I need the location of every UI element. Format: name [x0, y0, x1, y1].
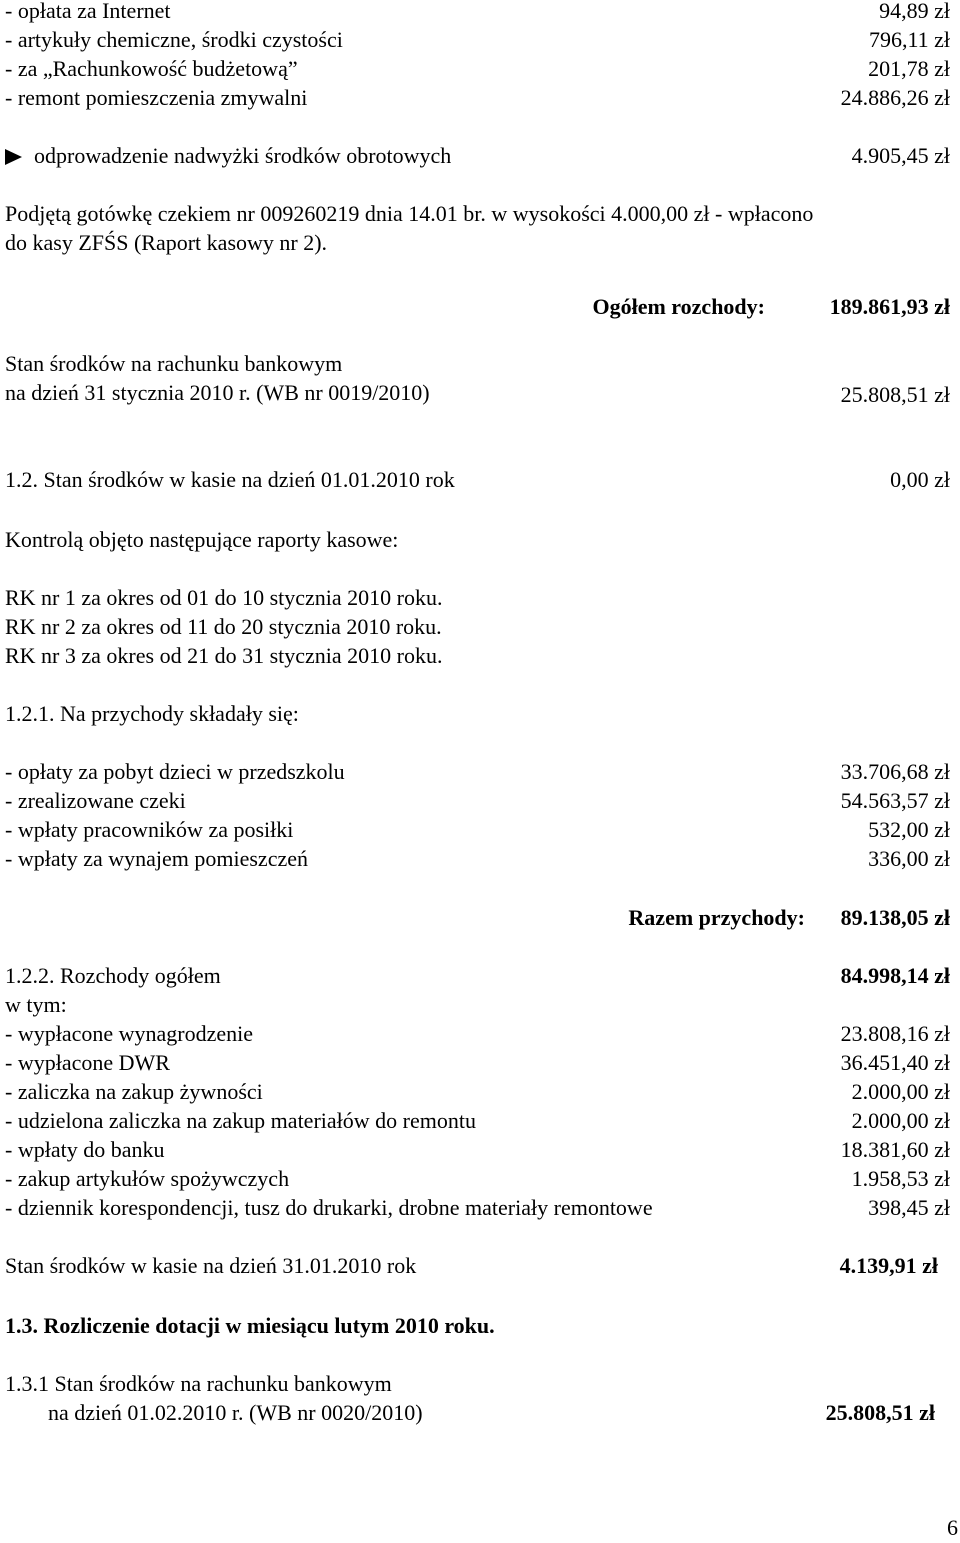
- expense-item-label: - opłata za Internet: [5, 0, 171, 23]
- expense-item-label: - wypłacone DWR: [5, 1050, 170, 1075]
- income-item-amount: 336,00 zł: [868, 846, 950, 871]
- income-total-label: Razem przychody:: [628, 905, 805, 930]
- expense-item-label: - dziennik korespondencji, tusz do drukarki, drobne materiały remontowe: [5, 1195, 653, 1220]
- surplus-label: odprowadzenie nadwyżki środków obrotowych: [34, 143, 452, 168]
- expense-item-amount: 201,78 zł: [868, 56, 950, 81]
- control-intro: Kontrolą objęto następujące raporty kasowe:: [5, 527, 399, 552]
- bank-feb-line-1: 1.3.1 Stan środków na rachunku bankowym: [5, 1371, 392, 1396]
- surplus-line: [5, 143, 451, 169]
- surplus-amount: 4.905,45 zł: [851, 143, 950, 168]
- report-item: RK nr 2 za okres od 11 do 20 stycznia 2010 roku.: [5, 614, 442, 639]
- expense-item-amount: 796,11 zł: [868, 27, 950, 52]
- income-heading: 1.2.1. Na przychody składały się:: [5, 701, 299, 726]
- expense-item-amount: 23.808,16 zł: [840, 1021, 950, 1046]
- expense-heading: 1.2.2. Rozchody ogółem: [5, 963, 221, 988]
- total-expenses-label: Ogółem rozchody:: [592, 294, 765, 319]
- expense-item-amount: 94,89 zł: [879, 0, 950, 23]
- bank-feb-line-2: na dzień 01.02.2010 r. (WB nr 0020/2010): [48, 1400, 423, 1425]
- report-item: RK nr 1 za okres od 01 do 10 stycznia 2010 roku.: [5, 585, 443, 610]
- subsidy-heading: 1.3. Rozliczenie dotacji w miesiącu lutym 2010 roku.: [5, 1313, 495, 1338]
- expense-item-label: - remont pomieszczenia zmywalni: [5, 85, 308, 110]
- report-item: RK nr 3 za okres od 21 do 31 stycznia 2010 roku.: [5, 643, 443, 668]
- bank-balance-line-1: Stan środków na rachunku bankowym: [5, 351, 343, 376]
- page-number: 6: [947, 1515, 958, 1540]
- income-item-amount: 54.563,57 zł: [840, 788, 950, 813]
- expense-item-amount: 18.381,60 zł: [840, 1137, 950, 1162]
- expense-item-amount: 36.451,40 zł: [840, 1050, 950, 1075]
- expense-item-label: - za „Rachunkowość budżetową”: [5, 56, 298, 81]
- expense-item-label: - wypłacone wynagrodzenie: [5, 1021, 254, 1046]
- expense-item-label: - zaliczka na zakup żywności: [5, 1079, 263, 1104]
- income-item-label: - zrealizowane czeki: [5, 788, 186, 813]
- withdrawal-line-1: Podjętą gotówkę czekiem nr 009260219 dnia 14.01 br. w wysokości 4.000,00 zł - wpłacono: [5, 201, 814, 226]
- income-total-amount: 89.138,05 zł: [840, 905, 950, 930]
- income-item-label: - wpłaty pracowników za posiłki: [5, 817, 294, 842]
- expense-item-amount: 1.958,53 zł: [851, 1166, 950, 1191]
- expense-heading-amount: 84.998,14 zł: [840, 963, 950, 988]
- withdrawal-line-2: do kasy ZFŚS (Raport kasowy nr 2).: [5, 230, 328, 255]
- cash-section-heading: 1.2. Stan środków w kasie na dzień 01.01.2010 rok: [5, 467, 455, 492]
- cash-section-amount: 0,00 zł: [890, 467, 950, 492]
- income-item-amount: 33.706,68 zł: [840, 759, 950, 784]
- expense-item-amount: 398,45 zł: [868, 1195, 950, 1220]
- total-expenses-amount: 189.861,93 zł: [829, 294, 950, 319]
- bank-feb-amount: 25.808,51 zł: [825, 1400, 935, 1425]
- expense-item-label: - zakup artykułów spożywczych: [5, 1166, 290, 1191]
- income-item-label: - opłaty za pobyt dzieci w przedszkolu: [5, 759, 345, 784]
- cash-end-amount: 4.139,91 zł: [839, 1253, 938, 1278]
- bank-balance-line-2: na dzień 31 stycznia 2010 r. (WB nr 0019/2010): [5, 380, 430, 405]
- income-item-label: - wpłaty za wynajem pomieszczeń: [5, 846, 308, 871]
- expense-item-amount: 2.000,00 zł: [851, 1108, 950, 1133]
- expense-item-label: - wpłaty do banku: [5, 1137, 165, 1162]
- expense-sub-label: w tym:: [5, 992, 67, 1017]
- expense-item-amount: 24.886,26 zł: [840, 85, 950, 110]
- expense-item-amount: 2.000,00 zł: [851, 1079, 950, 1104]
- bank-balance-amount: 25.808,51 zł: [840, 382, 950, 407]
- expense-item-label: - artykuły chemiczne, środki czystości: [5, 27, 343, 52]
- expense-item-label: - udzielona zaliczka na zakup materiałów do remontu: [5, 1108, 476, 1133]
- cash-end-label: Stan środków w kasie na dzień 31.01.2010 rok: [5, 1253, 417, 1278]
- income-item-amount: 532,00 zł: [868, 817, 950, 842]
- arrow-right-icon: [5, 149, 22, 165]
